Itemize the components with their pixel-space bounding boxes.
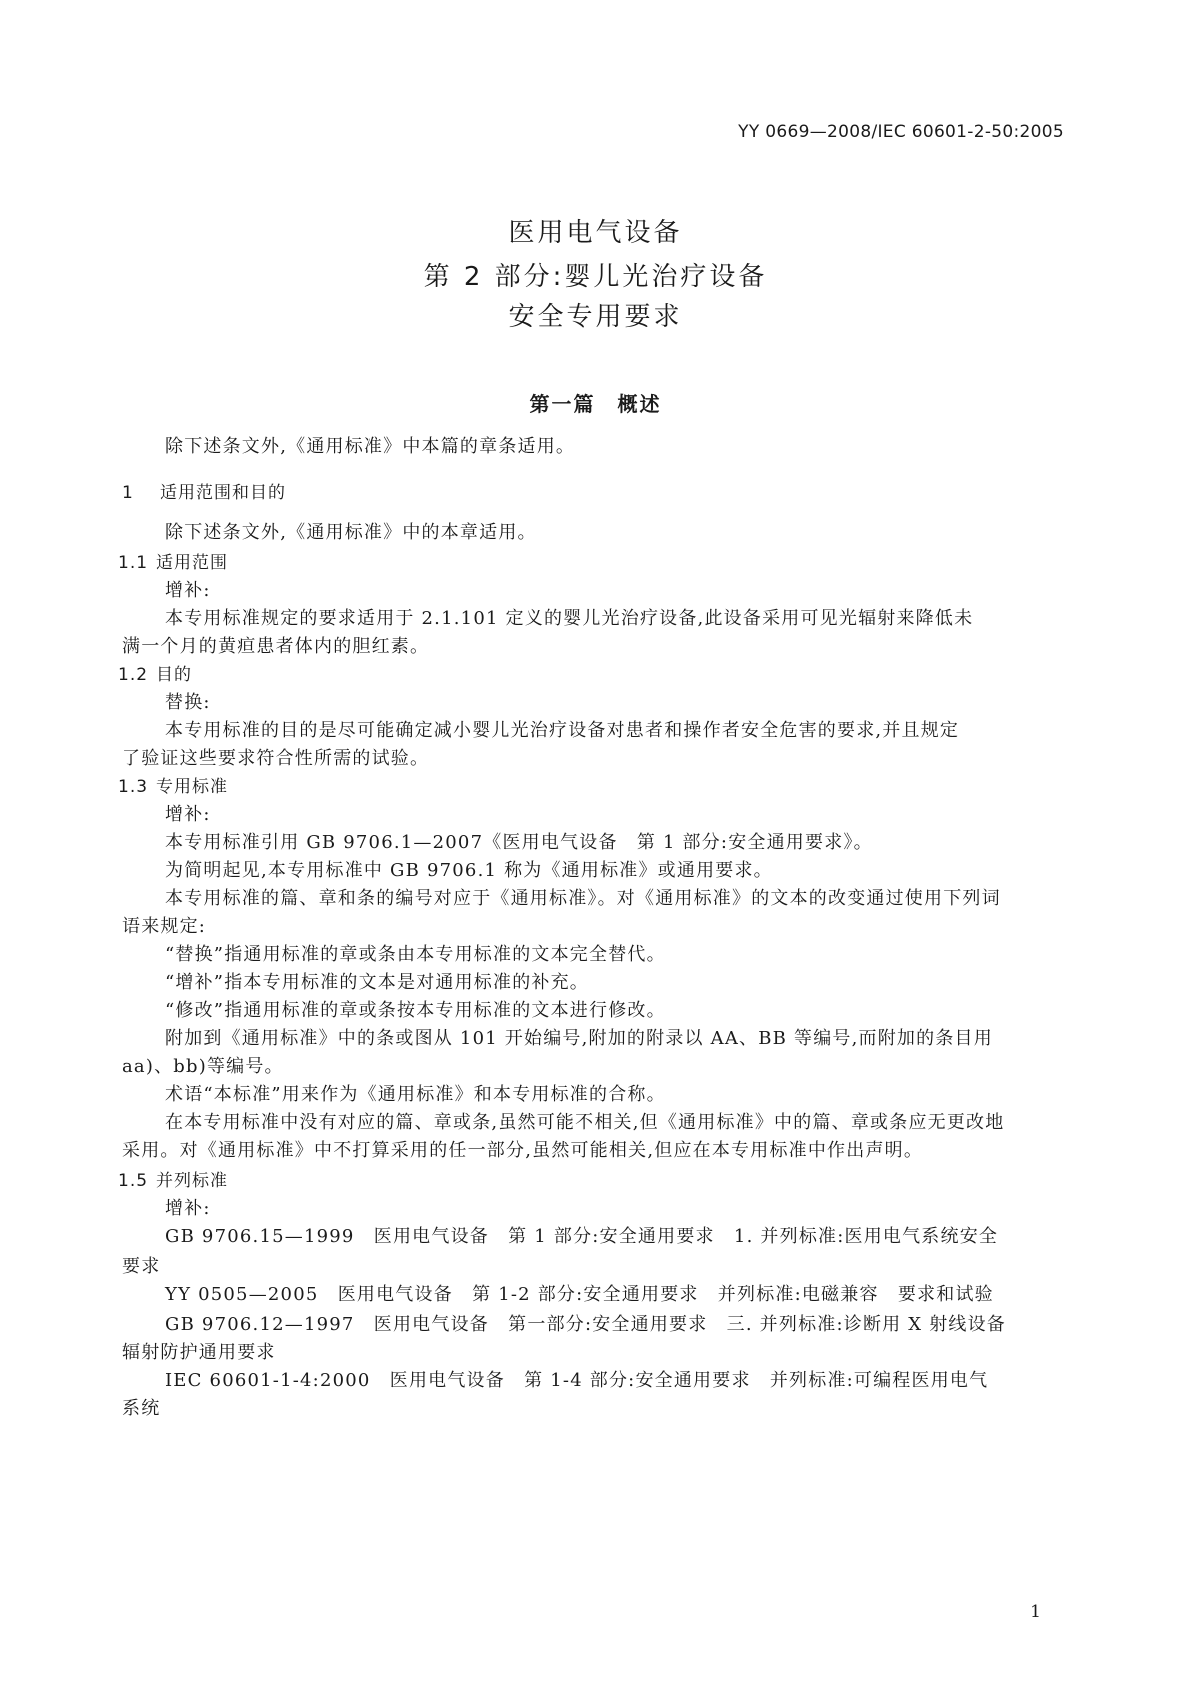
reference-line: 辐射防护通用要求 xyxy=(122,1342,276,1363)
paragraph-line: 本专用标准的篇、章和条的编号对应于《通用标准》。对《通用标准》的文本的改变通过使用下列词 xyxy=(165,888,1001,909)
section-number: 1 xyxy=(122,483,134,503)
reference-line: 系统 xyxy=(122,1398,161,1419)
paragraph: 术语“本标准”用来作为《通用标准》和本专用标准的合称。 xyxy=(165,1084,666,1105)
reference-line: YY 0505—2005 医用电气设备 第 1-2 部分:安全通用要求 并列标准:电磁兼容 要求和试验 xyxy=(165,1284,994,1305)
part-intro: 除下述条文外,《通用标准》中本篇的章条适用。 xyxy=(165,436,576,457)
section-title: 适用范围 xyxy=(156,553,228,573)
document-title-line-2: 第 2 部分:婴儿光治疗设备 xyxy=(423,262,768,292)
section-title: 适用范围和目的 xyxy=(160,483,286,503)
paragraph: 除下述条文外,《通用标准》中的本章适用。 xyxy=(165,522,537,543)
amendment-label: 替换: xyxy=(165,692,211,713)
amendment-label: 增补: xyxy=(165,804,211,825)
amendment-label: 增补: xyxy=(165,580,211,601)
paragraph-line: 了验证这些要求符合性所需的试验。 xyxy=(122,748,430,769)
paragraph-line: aa)、bb)等编号。 xyxy=(122,1056,284,1077)
document-title-line-3: 安全专用要求 xyxy=(508,302,683,332)
part-title: 第一篇 概述 xyxy=(529,392,662,416)
paragraph: “修改”指通用标准的章或条按本专用标准的文本进行修改。 xyxy=(165,1000,666,1021)
paragraph: 本专用标准引用 GB 9706.1—2007《医用电气设备 第 1 部分:安全通用要求》。 xyxy=(165,832,873,853)
section-number: 1.2 xyxy=(118,665,149,685)
paragraph-line: 本专用标准规定的要求适用于 2.1.101 定义的婴儿光治疗设备,此设备采用可见光辐射来降低未 xyxy=(165,608,974,629)
section-heading-1 xyxy=(122,478,286,503)
paragraph-line: 满一个月的黄疸患者体内的胆红素。 xyxy=(122,636,430,657)
paragraph-line: 在本专用标准中没有对应的篇、章或条,虽然可能不相关,但《通用标准》中的篇、章或条应无更改地 xyxy=(165,1112,1005,1133)
section-heading-1-1 xyxy=(118,548,228,573)
section-title: 目的 xyxy=(156,665,192,685)
section-number: 1.1 xyxy=(118,553,149,573)
paragraph: 为简明起见,本专用标准中 GB 9706.1 称为《通用标准》或通用要求。 xyxy=(165,860,773,881)
section-heading-1-5 xyxy=(118,1166,228,1191)
section-heading-1-3 xyxy=(118,772,228,797)
reference-line: IEC 60601-1-4:2000 医用电气设备 第 1-4 部分:安全通用要求 并列标准:可编程医用电气 xyxy=(165,1370,989,1391)
reference-line: 要求 xyxy=(122,1256,161,1277)
page-number: 1 xyxy=(1030,1602,1041,1622)
reference-line: GB 9706.12—1997 医用电气设备 第一部分:安全通用要求 三. 并列标准:诊断用 X 射线设备 xyxy=(165,1314,1006,1335)
document-title-line-1: 医用电气设备 xyxy=(508,218,683,248)
section-number: 1.5 xyxy=(118,1171,149,1191)
standard-code: YY 0669—2008/IEC 60601-2-50:2005 xyxy=(738,122,1064,142)
paragraph-line: 采用。对《通用标准》中不打算采用的任一部分,虽然可能相关,但应在本专用标准中作出声明。 xyxy=(122,1140,924,1161)
section-heading-1-2 xyxy=(118,660,192,685)
paragraph-line: 语来规定: xyxy=(122,916,207,937)
amendment-label: 增补: xyxy=(165,1198,211,1219)
section-number: 1.3 xyxy=(118,777,149,797)
reference-line: GB 9706.15—1999 医用电气设备 第 1 部分:安全通用要求 1. 并列标准:医用电气系统安全 xyxy=(165,1226,999,1247)
paragraph: “增补”指本专用标准的文本是对通用标准的补充。 xyxy=(165,972,590,993)
section-title: 专用标准 xyxy=(156,777,228,797)
paragraph-line: 附加到《通用标准》中的条或图从 101 开始编号,附加的附录以 AA、BB 等编号,而附加的条目用 xyxy=(165,1028,993,1049)
paragraph: “替换”指通用标准的章或条由本专用标准的文本完全替代。 xyxy=(165,944,666,965)
section-title: 并列标准 xyxy=(156,1171,228,1191)
paragraph-line: 本专用标准的目的是尽可能确定减小婴儿光治疗设备对患者和操作者安全危害的要求,并且规定 xyxy=(165,720,960,741)
